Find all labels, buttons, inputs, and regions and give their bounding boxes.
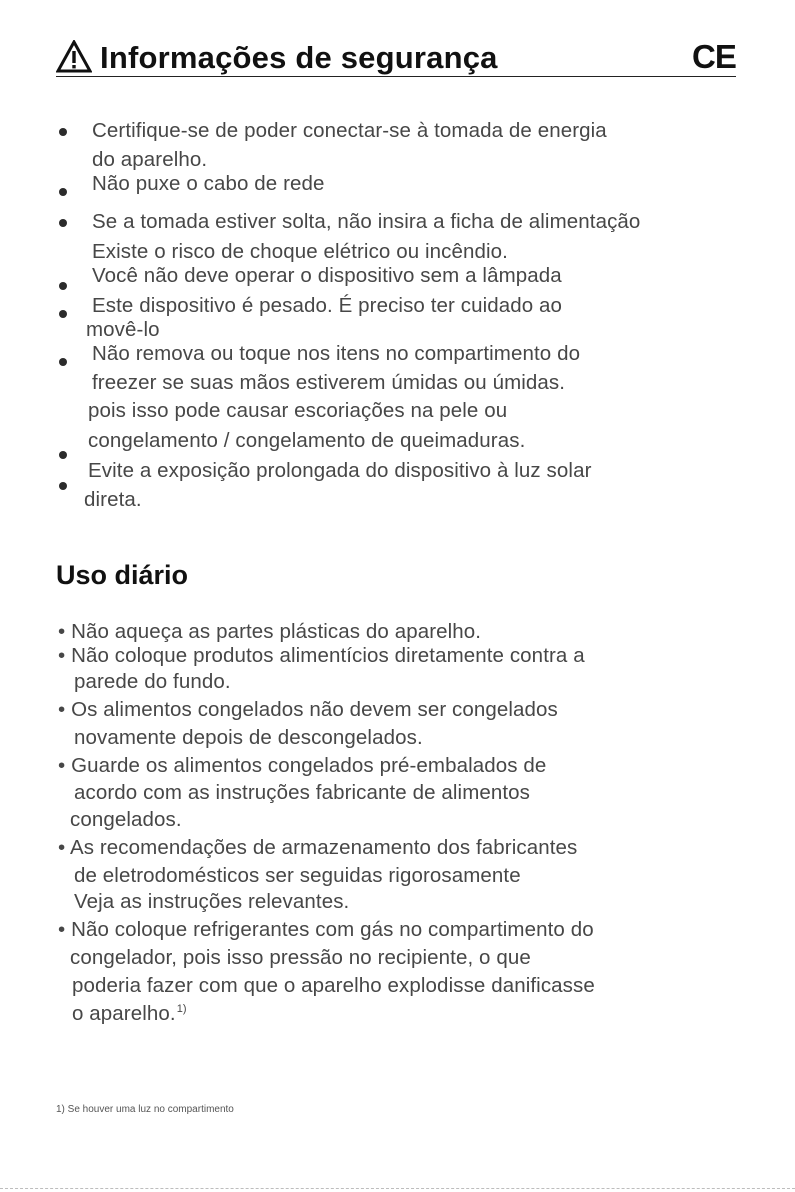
bullet-dot — [59, 482, 67, 490]
usage-line-text: o aparelho. — [72, 1002, 176, 1025]
footnote: 1) Se houver uma luz no compartimento — [56, 1104, 234, 1115]
usage-line: acordo com as instruções fabricante de alimentos — [74, 781, 531, 804]
usage-line: congelados. — [70, 808, 182, 831]
safety-line: Certifique-se de poder conectar-se à tomada de energia — [92, 119, 607, 142]
safety-line: pois isso pode causar escoriações na pele ou — [88, 399, 508, 422]
usage-line: congelador, pois isso pressão no recipiente, o que — [70, 946, 531, 969]
title-underline — [56, 76, 736, 77]
safety-line: Existe o risco de choque elétrico ou incêndio. — [92, 240, 508, 263]
bullet-dot — [59, 451, 67, 459]
warning-triangle-icon — [56, 40, 92, 74]
usage-line: Veja as instruções relevantes. — [74, 890, 350, 913]
safety-line: Não remova ou toque nos itens no compartimento do — [92, 342, 581, 365]
footnote-marker: 1) — [176, 1003, 187, 1015]
safety-line: Evite a exposição prolongada do dispositivo à luz solar — [88, 459, 592, 482]
safety-line: Este dispositivo é pesado. É preciso ter cuidado ao — [92, 294, 563, 317]
usage-line: • As recomendações de armazenamento dos fabricantes — [58, 836, 578, 859]
usage-line: poderia fazer com que o aparelho explodisse danificasse — [72, 974, 595, 997]
ce-mark: CE — [692, 38, 736, 75]
bullet-dot — [59, 282, 67, 290]
bullet-dot — [59, 188, 67, 196]
bullet-dot — [59, 128, 67, 136]
page-bottom-divider — [0, 1188, 795, 1189]
usage-line: novamente depois de descongelados. — [74, 726, 423, 749]
safety-line: congelamento / congelamento de queimaduras. — [88, 429, 526, 452]
bullet-dot — [59, 310, 67, 318]
usage-line: • Não coloque refrigerantes com gás no compartimento do — [58, 918, 594, 941]
safety-line: Você não deve operar o dispositivo sem a lâmpada — [92, 264, 562, 287]
usage-line: • Os alimentos congelados não devem ser congelados — [58, 698, 558, 721]
safety-line: do aparelho. — [92, 148, 208, 171]
usage-line: • Não aqueça as partes plásticas do aparelho. — [58, 620, 482, 643]
bullet-dot — [59, 358, 67, 366]
page-title: Informações de segurança — [100, 40, 498, 75]
bullet-dot — [59, 219, 67, 227]
safety-line: freezer se suas mãos estiverem úmidas ou úmidas. — [92, 371, 566, 394]
usage-line: • Guarde os alimentos congelados pré-embalados de — [58, 754, 547, 777]
safety-line: Se a tomada estiver solta, não insira a ficha de alimentação — [92, 210, 641, 233]
usage-line-last — [72, 1002, 187, 1026]
usage-line: de eletrodomésticos ser seguidas rigorosamente — [74, 864, 521, 887]
section-title-daily-use: Uso diário — [56, 560, 189, 590]
safety-line: direta. — [84, 488, 142, 511]
safety-line: Não puxe o cabo de rede — [92, 172, 325, 195]
usage-line: parede do fundo. — [74, 670, 231, 693]
safety-line: movê-lo — [86, 318, 160, 341]
usage-line: • Não coloque produtos alimentícios diretamente contra a — [58, 644, 585, 667]
